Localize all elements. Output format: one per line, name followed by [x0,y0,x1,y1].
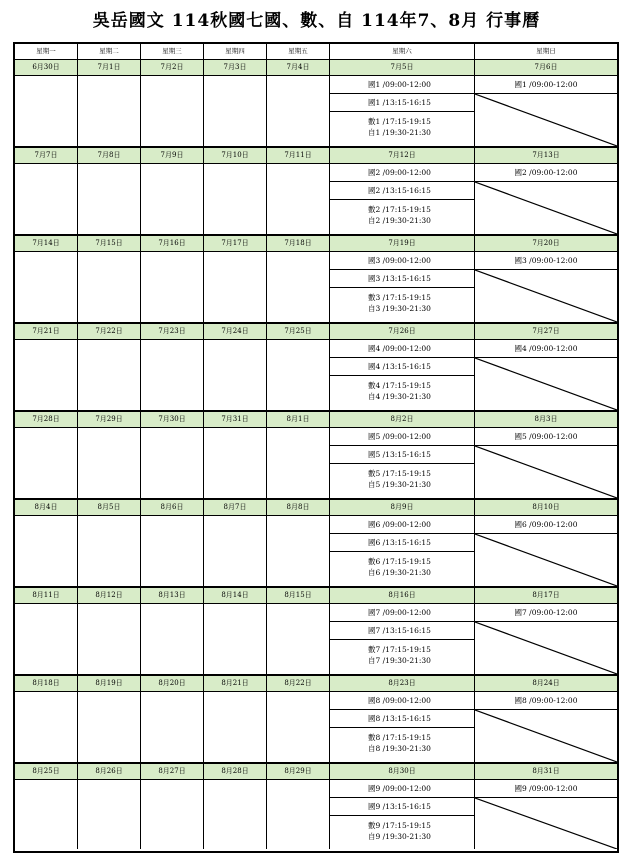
day-cell-mon [15,428,78,498]
date-cell-wed: 8月6日 [141,500,204,515]
day-cell-thu [204,692,267,762]
day-cell-thu [204,340,267,410]
day-cell-tue [78,516,141,586]
date-cell-fri: 8月8日 [267,500,330,515]
date-cell-mon: 7月7日 [15,148,78,163]
calendar-table [13,42,619,853]
date-cell-sat: 8月16日 [330,588,475,603]
day-cell-wed [141,692,204,762]
day-cell-thu [204,516,267,586]
day-cell-sun [475,164,617,234]
sun-morning-class: 國7 /09:00-12:00 [475,604,617,622]
week-row [15,412,617,500]
date-cell-sun: 8月3日 [534,415,558,423]
day-cell-sat [330,252,475,322]
sat-evening-science-class: 自3 /19:30-21:30 [368,304,431,313]
sat-evening-science-class: 自4 /19:30-21:30 [368,392,431,401]
sat-evening-science-class: 自5 /19:30-21:30 [368,480,431,489]
weekday-header-row [15,44,617,60]
sat-evening-math-class: 數9 /17:15-19:15 [368,821,431,830]
date-row [15,60,617,76]
diagonal-line [475,182,617,234]
day-cell-wed [141,428,204,498]
sat-afternoon-class: 國3 /13:15-16:15 [330,270,474,288]
day-cell-mon [15,164,78,234]
date-cell-sun: 8月24日 [532,679,560,687]
day-cell-mon [15,692,78,762]
week-row [15,236,617,324]
sun-morning-class: 國9 /09:00-12:00 [475,780,617,798]
weekday-header-sat: 星期六 [330,44,475,59]
sat-evening-math-class: 數8 /17:15-19:15 [368,733,431,742]
empty-slot-diagonal [475,94,617,146]
empty-slot-diagonal [475,446,617,498]
sat-afternoon-class: 國7 /13:15-16:15 [330,622,474,640]
date-cell-wed: 8月27日 [141,764,204,779]
diagonal-line [475,798,617,849]
empty-slot-diagonal [475,270,617,322]
diagonal-line [475,710,617,762]
sat-afternoon-class: 國8 /13:15-16:15 [330,710,474,728]
sat-evening-math-class: 數7 /17:15-19:15 [368,645,431,654]
date-cell-fri: 7月25日 [267,324,330,339]
sat-morning-class: 國6 /09:00-12:00 [330,516,474,534]
day-cell-mon [15,516,78,586]
day-cell-fri [267,164,330,234]
diagonal-line [475,94,617,146]
date-cell-mon: 6月30日 [15,60,78,75]
week-row [15,500,617,588]
sat-afternoon-class: 國6 /13:15-16:15 [330,534,474,552]
week-row [15,764,617,851]
date-cell-sat: 8月9日 [330,500,475,515]
sat-evening-math-class: 數5 /17:15-19:15 [368,469,431,478]
day-cell-sun [475,692,617,762]
date-cell-wed: 7月16日 [141,236,204,251]
date-cell-sat: 8月30日 [330,764,475,779]
date-cell-tue: 8月5日 [78,500,141,515]
date-cell-mon: 7月21日 [15,324,78,339]
day-cell-fri [267,780,330,849]
week-row [15,148,617,236]
weekday-header-wed: 星期三 [141,44,204,59]
weekday-header-thu: 星期四 [204,44,267,59]
date-cell-mon: 8月25日 [15,764,78,779]
date-cell-wed: 7月30日 [141,412,204,427]
date-cell-sun: 7月27日 [532,327,560,335]
date-cell-sun: 8月17日 [532,591,560,599]
sat-evening-classes [330,552,474,586]
date-cell-thu: 8月14日 [204,588,267,603]
date-cell-sat: 7月5日 [330,60,475,75]
date-cell-sun: 8月31日 [532,767,560,775]
date-cell-fri: 8月1日 [267,412,330,427]
date-row [15,500,617,516]
sat-evening-classes [330,640,474,674]
date-cell-mon: 8月4日 [15,500,78,515]
day-cell-sun [475,780,617,849]
date-cell-sun: 8月10日 [532,503,560,511]
day-cell-mon [15,76,78,146]
sat-afternoon-class: 國1 /13:15-16:15 [330,94,474,112]
date-row [15,412,617,428]
date-cell-thu: 8月7日 [204,500,267,515]
date-row [15,324,617,340]
diagonal-line [475,446,617,498]
day-cell-tue [78,340,141,410]
sun-morning-class: 國2 /09:00-12:00 [475,164,617,182]
sat-evening-math-class: 數3 /17:15-19:15 [368,293,431,302]
day-cell-sat [330,428,475,498]
day-cell-tue [78,252,141,322]
day-cell-tue [78,76,141,146]
sun-morning-class: 國8 /09:00-12:00 [475,692,617,710]
date-cell-sat: 7月12日 [330,148,475,163]
sat-evening-math-class: 數1 /17:15-19:15 [368,117,431,126]
date-cell-mon: 7月14日 [15,236,78,251]
sun-morning-class: 國1 /09:00-12:00 [475,76,617,94]
weekday-header-tue: 星期二 [78,44,141,59]
day-cell-wed [141,252,204,322]
day-cell-thu [204,252,267,322]
sun-morning-class: 國6 /09:00-12:00 [475,516,617,534]
day-cell-tue [78,692,141,762]
date-cell-thu: 8月28日 [204,764,267,779]
date-cell-thu: 7月3日 [204,60,267,75]
day-cell-sun [475,252,617,322]
sat-morning-class: 國1 /09:00-12:00 [330,76,474,94]
sat-afternoon-class: 國2 /13:15-16:15 [330,182,474,200]
day-cell-mon [15,252,78,322]
sat-evening-classes [330,728,474,762]
diagonal-line [475,358,617,410]
sun-morning-class: 國3 /09:00-12:00 [475,252,617,270]
day-cell-tue [78,164,141,234]
day-cell-sat [330,604,475,674]
sat-evening-classes [330,376,474,410]
sat-evening-math-class: 數4 /17:15-19:15 [368,381,431,390]
date-cell-wed: 7月2日 [141,60,204,75]
sat-evening-science-class: 自8 /19:30-21:30 [368,744,431,753]
day-cell-wed [141,76,204,146]
date-cell-wed: 8月20日 [141,676,204,691]
week-row [15,588,617,676]
day-cell-mon [15,340,78,410]
date-cell-wed: 7月9日 [141,148,204,163]
sat-morning-class: 國2 /09:00-12:00 [330,164,474,182]
date-cell-sat: 8月2日 [330,412,475,427]
date-cell-wed: 7月23日 [141,324,204,339]
date-cell-tue: 7月22日 [78,324,141,339]
empty-slot-diagonal [475,182,617,234]
date-cell-fri: 8月22日 [267,676,330,691]
date-cell-thu: 7月17日 [204,236,267,251]
sat-morning-class: 國9 /09:00-12:00 [330,780,474,798]
day-cell-sat [330,780,475,849]
day-cell-wed [141,340,204,410]
day-cell-mon [15,780,78,849]
day-cell-thu [204,76,267,146]
date-cell-mon: 8月18日 [15,676,78,691]
date-cell-tue: 7月1日 [78,60,141,75]
date-row [15,236,617,252]
sat-evening-math-class: 數6 /17:15-19:15 [368,557,431,566]
week-row [15,324,617,412]
day-cell-thu [204,780,267,849]
date-cell-sun: 7月20日 [532,239,560,247]
date-cell-fri: 7月11日 [267,148,330,163]
sat-morning-class: 國7 /09:00-12:00 [330,604,474,622]
date-cell-tue: 7月15日 [78,236,141,251]
date-cell-sat: 8月23日 [330,676,475,691]
diagonal-line [475,270,617,322]
date-row [15,148,617,164]
day-cell-tue [78,780,141,849]
date-row [15,588,617,604]
date-cell-tue: 7月8日 [78,148,141,163]
sat-afternoon-class: 國5 /13:15-16:15 [330,446,474,464]
day-cell-sat [330,516,475,586]
date-cell-thu: 7月10日 [204,148,267,163]
day-cell-fri [267,516,330,586]
sat-evening-science-class: 自6 /19:30-21:30 [368,568,431,577]
empty-slot-diagonal [475,798,617,849]
day-cell-sun [475,604,617,674]
sat-evening-science-class: 自7 /19:30-21:30 [368,656,431,665]
sat-morning-class: 國3 /09:00-12:00 [330,252,474,270]
day-cell-fri [267,252,330,322]
sat-morning-class: 國8 /09:00-12:00 [330,692,474,710]
date-cell-sun: 7月13日 [532,151,560,159]
day-cell-sun [475,76,617,146]
sat-evening-math-class: 數2 /17:15-19:15 [368,205,431,214]
date-row [15,676,617,692]
sat-evening-science-class: 自1 /19:30-21:30 [368,128,431,137]
day-cell-fri [267,692,330,762]
sat-morning-class: 國5 /09:00-12:00 [330,428,474,446]
sat-evening-science-class: 自9 /19:30-21:30 [368,832,431,841]
day-cell-sat [330,76,475,146]
date-cell-thu: 7月31日 [204,412,267,427]
date-cell-sat: 7月19日 [330,236,475,251]
sun-morning-class: 國4 /09:00-12:00 [475,340,617,358]
sat-morning-class: 國4 /09:00-12:00 [330,340,474,358]
day-cell-thu [204,604,267,674]
weekday-header-mon: 星期一 [15,44,78,59]
sun-morning-class: 國5 /09:00-12:00 [475,428,617,446]
week-row [15,676,617,764]
day-cell-fri [267,76,330,146]
sat-afternoon-class: 國4 /13:15-16:15 [330,358,474,376]
date-cell-sun: 7月6日 [534,63,558,71]
date-cell-tue: 8月26日 [78,764,141,779]
diagonal-line [475,622,617,674]
day-cell-sun [475,340,617,410]
empty-slot-diagonal [475,358,617,410]
day-cell-tue [78,604,141,674]
day-cell-wed [141,780,204,849]
date-cell-tue: 8月19日 [78,676,141,691]
sat-evening-classes [330,288,474,322]
day-cell-wed [141,516,204,586]
sat-evening-classes [330,200,474,234]
day-cell-sun [475,428,617,498]
day-cell-thu [204,428,267,498]
day-cell-wed [141,164,204,234]
diagonal-line [475,534,617,586]
date-cell-fri: 7月18日 [267,236,330,251]
page-title: 吳岳國文 114秋國七國、數、自 114年7、8月 行事曆 [92,11,541,31]
date-cell-tue: 7月29日 [78,412,141,427]
weekday-header-fri: 星期五 [267,44,330,59]
day-cell-tue [78,428,141,498]
date-cell-thu: 8月21日 [204,676,267,691]
day-cell-fri [267,604,330,674]
day-cell-mon [15,604,78,674]
date-cell-tue: 8月12日 [78,588,141,603]
date-row [15,764,617,780]
weekday-header-sun: 星期日 [536,47,556,55]
date-cell-fri: 8月15日 [267,588,330,603]
day-cell-sat [330,692,475,762]
day-cell-fri [267,428,330,498]
empty-slot-diagonal [475,710,617,762]
date-cell-fri: 7月4日 [267,60,330,75]
sat-evening-classes [330,816,474,849]
empty-slot-diagonal [475,622,617,674]
date-cell-wed: 8月13日 [141,588,204,603]
sat-evening-classes [330,464,474,498]
date-cell-thu: 7月24日 [204,324,267,339]
sat-afternoon-class: 國9 /13:15-16:15 [330,798,474,816]
date-cell-fri: 8月29日 [267,764,330,779]
day-cell-wed [141,604,204,674]
date-cell-sat: 7月26日 [330,324,475,339]
day-cell-sat [330,164,475,234]
date-cell-mon: 7月28日 [15,412,78,427]
day-cell-thu [204,164,267,234]
day-cell-sun [475,516,617,586]
sat-evening-classes [330,112,474,146]
day-cell-fri [267,340,330,410]
empty-slot-diagonal [475,534,617,586]
week-row [15,60,617,148]
sat-evening-science-class: 自2 /19:30-21:30 [368,216,431,225]
date-cell-mon: 8月11日 [15,588,78,603]
day-cell-sat [330,340,475,410]
